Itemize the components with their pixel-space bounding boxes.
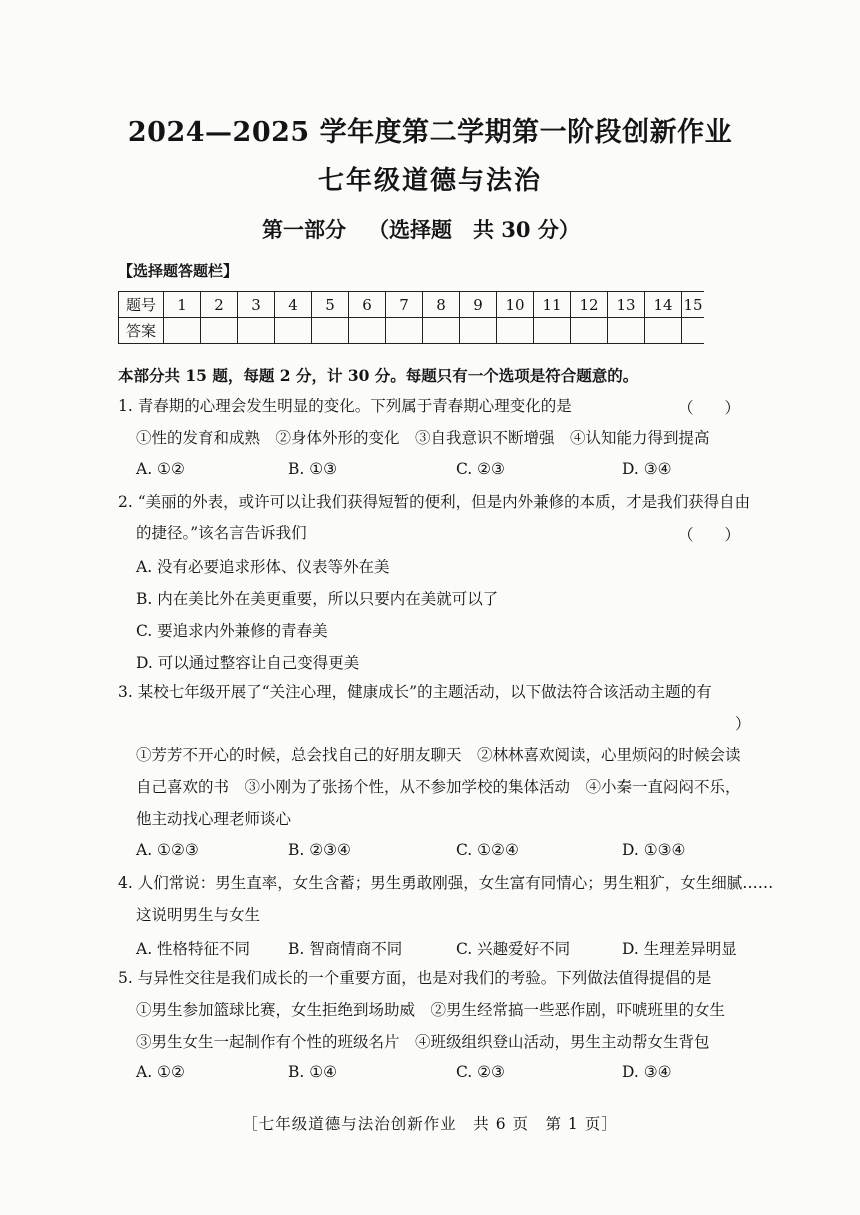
question-5-option-b: B. ①④ (288, 1063, 338, 1081)
answer-cell[interactable] (460, 318, 497, 344)
question-5-option-c: C. ②③ (456, 1063, 505, 1081)
question-2-option-a: A. 没有必要追求形体、仪表等外在美 (136, 558, 390, 576)
answer-header: 答案 (119, 318, 164, 344)
answer-cell[interactable] (534, 318, 571, 344)
question-1-option-a: A. ①② (136, 460, 185, 478)
exam-title: 2024—2025 学年度第二学期第一阶段创新作业 (127, 117, 733, 148)
question-4-option-c: C. 兴趣爱好不同 (456, 940, 571, 958)
question-1-option-d: D. ③④ (622, 460, 672, 478)
question-number-cell: 7 (386, 292, 423, 318)
answer-cell[interactable] (386, 318, 423, 344)
question-4-stem-line-2: 这说明男生与女生 (136, 906, 261, 924)
part-title-desc: （选择题 共 30 分） (368, 217, 580, 242)
question-number-cell: 2 (201, 292, 238, 318)
question-number-cell: 1 (164, 292, 201, 318)
question-3-option-c: C. ①②④ (456, 841, 519, 859)
question-4-option-b: B. 智商情商不同 (288, 940, 403, 958)
part-title (262, 214, 580, 244)
question-1-answer-paren: （ ） (678, 399, 741, 417)
question-3-answer-paren: ） (735, 715, 751, 733)
question-5-stem: 5. 与异性交往是我们成长的一个重要方面，也是对我们的考验。下列做法值得提倡的是 (118, 969, 712, 987)
question-number-cell: 6 (349, 292, 386, 318)
question-5-items-line-2: ③男生女生一起制作有个性的班级名片 ④班级组织登山活动，男生主动帮女生背包 (136, 1033, 710, 1051)
question-5-option-a: A. ①② (136, 1063, 185, 1081)
answer-cell[interactable] (201, 318, 238, 344)
question-1-option-c: C. ②③ (456, 460, 505, 478)
question-number-cell: 4 (275, 292, 312, 318)
question-3-items-line-1: ①芳芳不开心的时候，总会找自己的好朋友聊天 ②林林喜欢阅读，心里烦闷的时候会读 (136, 746, 741, 764)
answer-table (118, 291, 704, 344)
answer-cell[interactable] (497, 318, 534, 344)
question-3-option-d: D. ①③④ (622, 841, 686, 859)
answer-cell[interactable] (423, 318, 460, 344)
question-3-items-line-2: 自己喜欢的书 ③小刚为了张扬个性，从不参加学校的集体活动 ④小秦一直闷闷不乐， (136, 778, 741, 796)
question-5-items-line-1: ①男生参加篮球比赛，女生拒绝到场助威 ②男生经常搞一些恶作剧，吓唬班里的女生 (136, 1001, 726, 1019)
question-number-cell: 13 (608, 292, 645, 318)
answer-bar-label: 【选择题答题栏】 (118, 262, 239, 280)
part-title-name: 第一部分 (262, 217, 346, 242)
question-number-cell: 10 (497, 292, 534, 318)
answer-cell[interactable] (275, 318, 312, 344)
question-2-option-c: C. 要追求内外兼修的青春美 (136, 622, 328, 640)
question-3-option-b: B. ②③④ (288, 841, 351, 859)
question-3-stem: 3. 某校七年级开展了“关注心理，健康成长”的主题活动，以下做法符合该活动主题的有 (118, 683, 712, 701)
question-4-stem-line-1: 4. 人们常说：男生直率，女生含蓄；男生勇敢刚强，女生富有同情心；男生粗犷，女生细腻…… (118, 874, 774, 892)
answer-cell[interactable] (608, 318, 645, 344)
question-3-items-line-3: 他主动找心理老师谈心 (136, 810, 292, 828)
question-number-cell: 12 (571, 292, 608, 318)
exam-subject: 七年级道德与法治 (317, 166, 542, 196)
page-footer: ［七年级道德与法治创新作业 共 6 页 第 1 页］ (242, 1115, 618, 1133)
answer-cell[interactable] (349, 318, 386, 344)
question-1-option-b: B. ①③ (288, 460, 338, 478)
question-2-option-b: B. 内在美比外在美更重要，所以只要内在美就可以了 (136, 590, 499, 608)
answer-cell[interactable] (682, 318, 705, 344)
question-number-cell: 3 (238, 292, 275, 318)
question-5-option-d: D. ③④ (622, 1063, 672, 1081)
section-instructions: 本部分共 15 题，每题 2 分，计 30 分。每题只有一个选项是符合题意的。 (118, 366, 639, 385)
question-number-cell: 15 (682, 292, 705, 318)
question-number-cell: 5 (312, 292, 349, 318)
answer-cell[interactable] (645, 318, 682, 344)
answer-table-answer-row (119, 318, 705, 344)
answer-cell[interactable] (571, 318, 608, 344)
question-4-option-d: D. 生理差异明显 (622, 940, 737, 958)
question-4-option-a: A. 性格特征不同 (136, 940, 251, 958)
answer-cell[interactable] (238, 318, 275, 344)
question-1-items: ①性的发育和成熟 ②身体外形的变化 ③自我意识不断增强 ④认知能力得到提高 (136, 429, 710, 447)
answer-cell[interactable] (312, 318, 349, 344)
question-number-cell: 8 (423, 292, 460, 318)
question-3-option-a: A. ①②③ (136, 841, 199, 859)
question-number-cell: 14 (645, 292, 682, 318)
question-number-header: 题号 (119, 292, 164, 318)
question-number-cell: 11 (534, 292, 571, 318)
question-2-stem-line-1: 2. “美丽的外表，或许可以让我们获得短暂的便利，但是内外兼修的本质，才是我们获得自由 (118, 493, 751, 511)
question-2-answer-paren: （ ） (678, 526, 741, 544)
question-2-stem-line-2: 的捷径。”该名言告诉我们 (136, 524, 307, 542)
question-1-stem: 1. 青春期的心理会发生明显的变化。下列属于青春期心理变化的是 (118, 397, 572, 415)
question-2-option-d: D. 可以通过整容让自己变得更美 (136, 654, 360, 672)
question-number-cell: 9 (460, 292, 497, 318)
answer-table-number-row (119, 292, 705, 318)
answer-cell[interactable] (164, 318, 201, 344)
